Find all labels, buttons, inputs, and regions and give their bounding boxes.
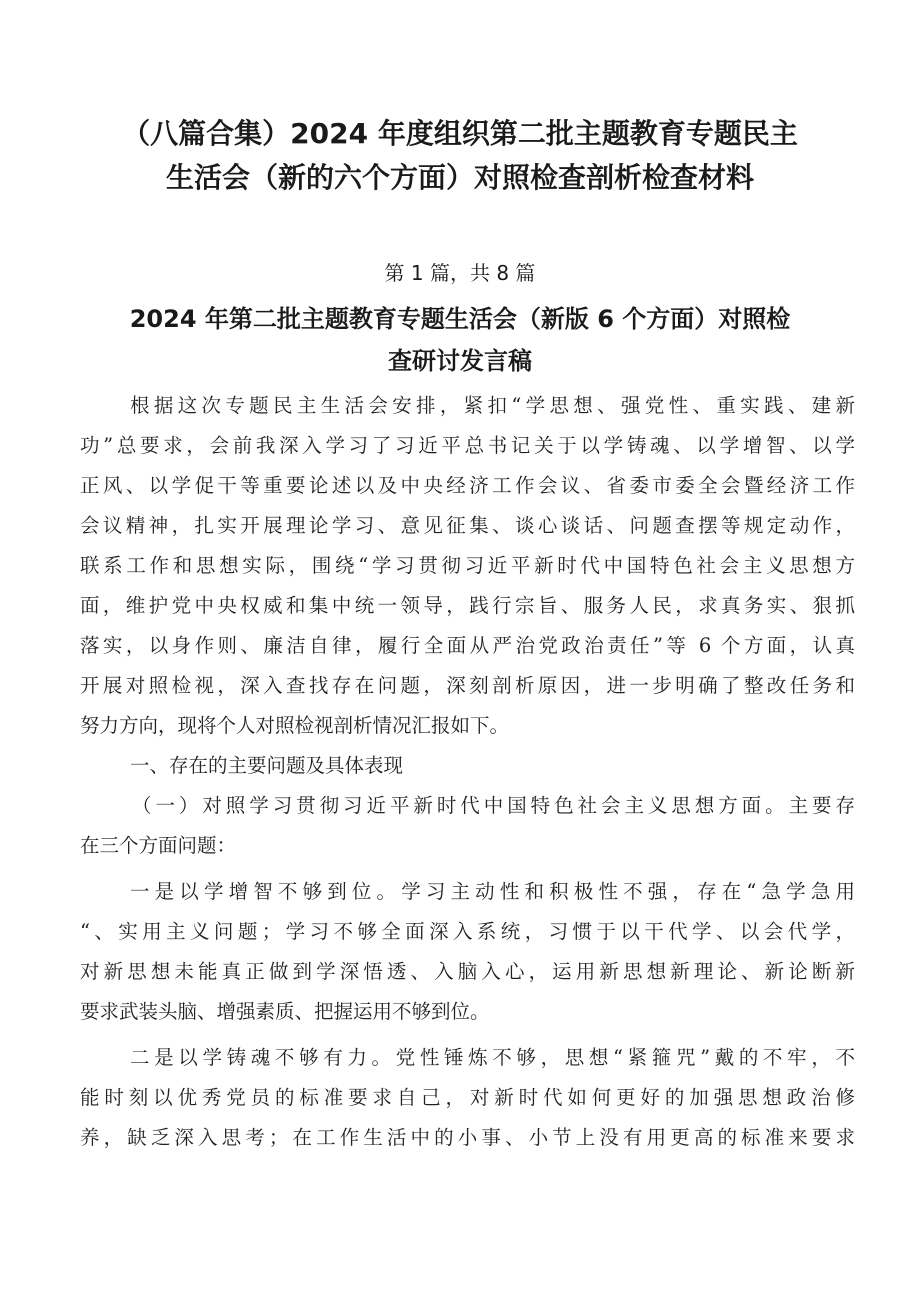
paragraph-line: “、实用主义问题；学习不够全面深入系统，习惯于以干代学、以会代学，	[80, 920, 855, 943]
issue-item-2	[80, 1038, 855, 1158]
paragraph-line: 养，缺乏深入思考；在工作生活中的小事、小节上没有用更高的标准来要求	[80, 1126, 855, 1149]
article-title	[60, 298, 860, 382]
paragraph-line: 要求武装头脑、增强素质、把握运用不够到位。	[80, 1000, 490, 1023]
document-title-line: （八篇合集）2024 年度组织第二批主题教育专题民主	[122, 117, 798, 150]
paragraph-line: 面，维护党中央权威和集中统一领导，践行宗旨、服务人民，求真务实、狠抓	[80, 594, 855, 617]
paragraph-line: 对新思想未能真正做到学深悟透、入脑入心，运用新思想新理论、新论断新	[80, 960, 855, 983]
paragraph-line: 功”总要求，会前我深入学习了习近平总书记关于以学铸魂、以学增智、以学	[80, 434, 855, 457]
subsection-heading	[80, 786, 855, 866]
paragraph-line: 落实，以身作则、廉洁自律，履行全面从严治党政治责任”等 6 个方面，认真	[80, 634, 855, 657]
paragraph-line: 会议精神，扎实开展理论学习、意见征集、谈心谈话、问题查摆等规定动作，	[80, 514, 855, 537]
paragraph-line: 能时刻以优秀党员的标准要求自己，对新时代如何更好的加强思想政治修	[80, 1086, 855, 1109]
intro-paragraph	[80, 386, 855, 746]
paragraph-line: 一是以学增智不够到位。学习主动性和积极性不强，存在“急学急用	[130, 880, 855, 903]
part-label: 第 1 篇，共 8 篇	[384, 261, 536, 285]
paragraph-line: 在三个方面问题：	[80, 834, 237, 857]
paragraph-line: 根据这次专题民主生活会安排，紧扣“学思想、强党性、重实践、建新	[130, 394, 855, 417]
article-body	[80, 386, 855, 1158]
paragraph-line: （一）对照学习贯彻习近平新时代中国特色社会主义思想方面。主要存	[132, 794, 855, 817]
paragraph-line: 努力方向，现将个人对照检视剖析情况汇报如下。	[80, 714, 510, 737]
document-title	[60, 112, 860, 200]
article-title-line: 2024 年第二批主题教育专题生活会（新版 6 个方面）对照检	[129, 305, 791, 333]
paragraph-line: 联系工作和思想实际，围绕“学习贯彻习近平新时代中国特色社会主义思想方	[80, 554, 855, 577]
section-heading: 一、存在的主要问题及具体表现	[130, 754, 404, 777]
article-title-line: 查研讨发言稿	[388, 347, 532, 375]
paragraph-line: 开展对照检视，深入查找存在问题，深刻剖析原因，进一步明确了整改任务和	[80, 674, 855, 697]
paragraph-line: 正风、以学促干等重要论述以及中央经济工作会议、省委市委全会暨经济工作	[80, 474, 855, 497]
issue-item-1	[80, 872, 855, 1032]
document-title-line: 生活会（新的六个方面）对照检查剖析检查材料	[165, 161, 754, 194]
paragraph-line: 二是以学铸魂不够有力。党性锤炼不够，思想“紧箍咒”戴的不牢，不	[130, 1046, 855, 1069]
